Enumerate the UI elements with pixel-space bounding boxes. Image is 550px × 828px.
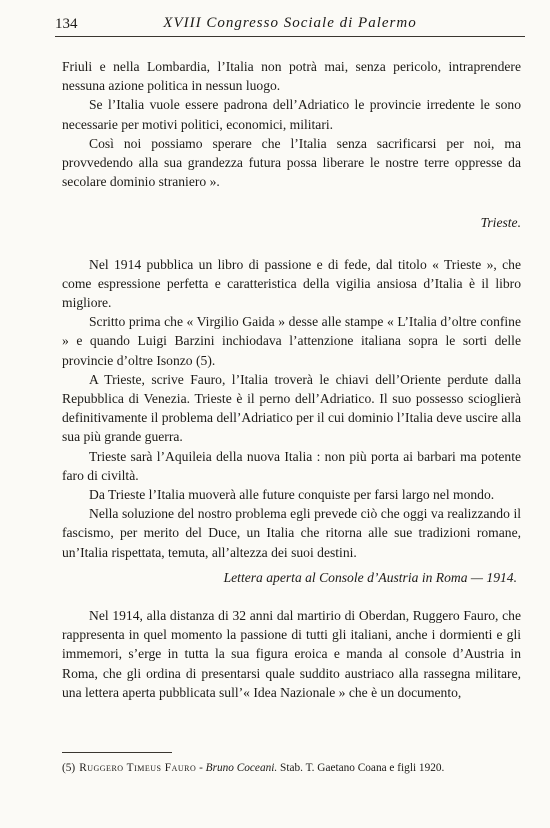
paragraph-continuation: Friuli e nella Lombardia, l’Italia non potrà mai, senza pericolo, intraprendere nessuna azione politica in nessun luogo.	[62, 59, 521, 94]
header-title: XVIII Congresso Sociale di Palermo	[163, 15, 417, 31]
paragraph: Da Trieste l’Italia muoverà alle future conquiste per farsi largo nel mondo.	[89, 487, 495, 503]
body-text	[62, 57, 521, 702]
paragraph: Nella soluzione del nostro problema egli prevede ciò che oggi va realizzando il fascismo, per merito del Duce, un Italia che ritorna alle sue tradizioni romane, un’Italia rispettata, temuta, all’altezza dei suoi destini.	[62, 506, 521, 560]
footnote-marker: (5)	[62, 762, 76, 774]
footnote-rule	[62, 752, 172, 753]
paragraph: A Trieste, scrive Fauro, l’Italia troverà le chiavi dell’Oriente perdute dalla Repubblica di Venezia. Trieste è il perno dell’Adriatico. Il suo possesso scioglierà definitivamente il problema dell’Adriatico per il cui dominio l’Italia deve uscire alla sua più grande guerra.	[62, 371, 521, 445]
paragraph: Scritto prima che « Virgilio Gaida » desse alle stampe « L’Italia d’oltre confine » e quando Luigi Barzini inchiodava l’attenzione italiana sopra le sorti delle provincie d’oltre Isonzo (5).	[62, 314, 521, 368]
letter-caption-date: — 1914.	[467, 569, 517, 585]
paragraph: Nel 1914 pubblica un libro di passione e di fede, dal titolo « Trieste », che come espressione perfetta e caratteristica della vigilia ansiosa d’Italia è il libro migliore.	[62, 256, 521, 311]
footnote	[62, 760, 521, 776]
footnote-publisher: Stab. T. Gaetano Coana e figli 1920.	[277, 762, 445, 774]
footnote-author: Ruggero Timeus Fauro	[79, 762, 197, 774]
running-header	[55, 14, 525, 37]
footnote-work: Bruno Coceani.	[205, 762, 278, 774]
letter-caption	[62, 568, 521, 587]
footnote-separator: -	[196, 762, 206, 774]
paragraph: Se l’Italia vuole essere padrona dell’Adriatico le provincie irredente le sono necessarie per motivi politici, economici, militari.	[62, 97, 521, 132]
paragraph: Trieste sarà l’Aquileia della nuova Italia : non più porta ai barbari ma potente faro di civiltà.	[62, 448, 521, 483]
place-signature: Trieste.	[480, 215, 521, 231]
letter-caption-text: Lettera aperta al Console d’Austria in Roma	[223, 569, 468, 585]
paragraph: Nel 1914, alla distanza di 32 anni dal martirio di Oberdan, Ruggero Fauro, che rappresenta in quel momento la passione di tutti gli italiani, anche i dormienti e gli immemori, s’erge in tutta la sua figura eroica e manda al console d’Austria in Roma, che gli ordina di presentarsi quale suddito austriaco alla rassegna militare, una lettera aperta pubblicata sull’« Idea Nazionale » che è un documento,	[62, 608, 521, 700]
paragraph: Così noi possiamo sperare che l’Italia senza sacrificarsi per noi, ma provvedendo alla sua grandezza futura possa liberare le nostre terre oppresse da secolare dominio straniero ».	[62, 135, 521, 190]
page-number: 134	[55, 16, 78, 32]
